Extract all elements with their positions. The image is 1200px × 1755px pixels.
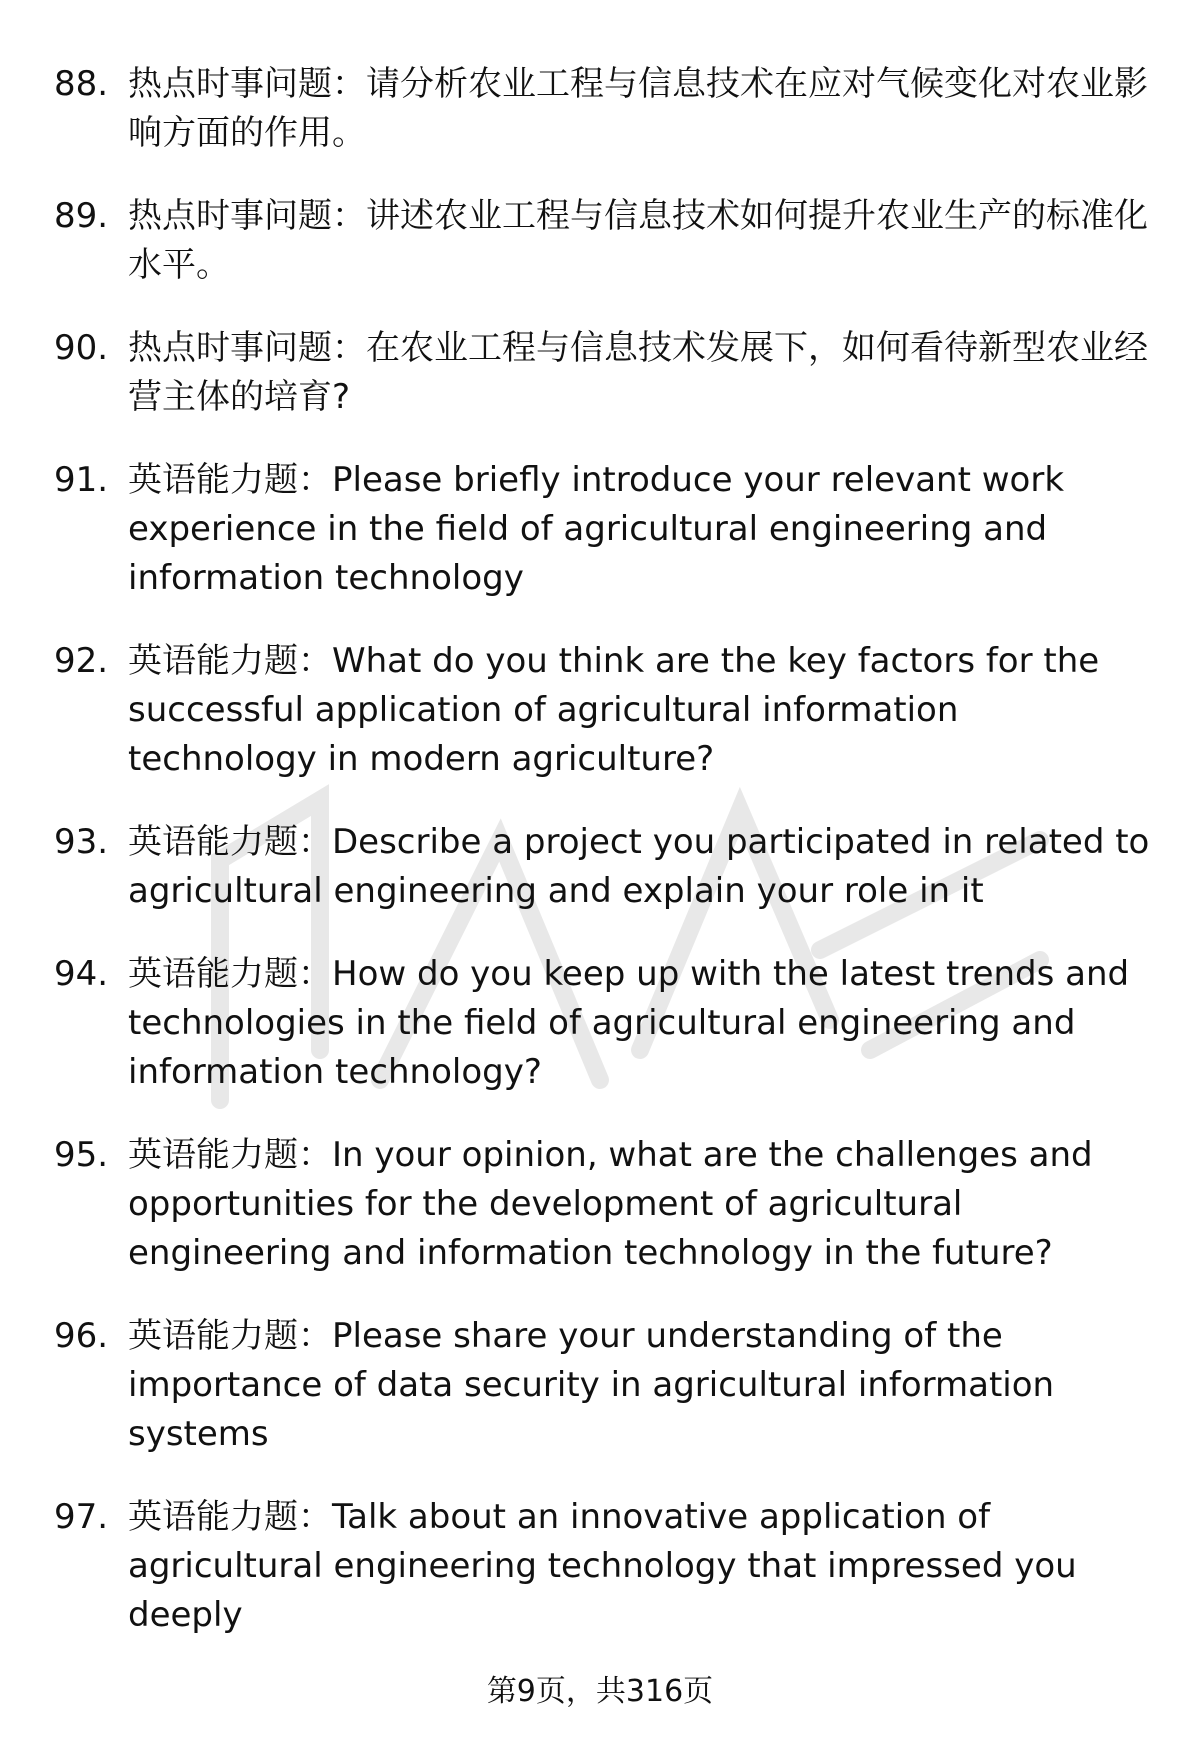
question-item [54, 818, 1154, 916]
question-text: 英语能力题：How do you keep up with the latest trends and technologies in the field of agricultural engineering and information technology? [128, 954, 1130, 1092]
question-item [54, 60, 1154, 158]
question-item [54, 456, 1154, 603]
question-item [54, 950, 1154, 1097]
question-item [54, 1312, 1154, 1459]
question-number: 96. [54, 1316, 109, 1356]
question-text: 热点时事问题：请分析农业工程与信息技术在应对气候变化对农业影响方面的作用。 [128, 64, 1148, 153]
question-text: 热点时事问题：讲述农业工程与信息技术如何提升农业生产的标准化水平。 [128, 196, 1148, 285]
question-number: 93. [54, 822, 109, 862]
question-item [54, 1131, 1154, 1278]
question-text: 英语能力题：Talk about an innovative application of agricultural engineering technology that impressed you deeply [128, 1497, 1077, 1635]
question-text: 热点时事问题：在农业工程与信息技术发展下，如何看待新型农业经营主体的培育? [128, 328, 1148, 417]
question-text: 英语能力题：Describe a project you participated in related to agricultural engineering and explain your role in it [128, 822, 1150, 911]
question-item [54, 1493, 1154, 1640]
question-text: 英语能力题：Please share your understanding of the importance of data security in agricultural information systems [128, 1316, 1055, 1454]
question-number: 97. [54, 1497, 109, 1537]
question-list [54, 60, 1154, 1674]
question-number: 91. [54, 460, 109, 500]
question-number: 89. [54, 196, 109, 236]
question-item [54, 637, 1154, 784]
question-text: 英语能力题：In your opinion, what are the challenges and opportunities for the development of agricultural engineering and information technology in the future? [128, 1135, 1093, 1273]
question-number: 90. [54, 328, 109, 368]
question-number: 92. [54, 641, 109, 681]
question-item [54, 324, 1154, 422]
question-item [54, 192, 1154, 290]
question-number: 95. [54, 1135, 109, 1175]
question-number: 94. [54, 954, 109, 994]
question-number: 88. [54, 64, 109, 104]
question-text: 英语能力题：What do you think are the key factors for the successful application of agricultural information technology in modern agriculture? [128, 641, 1100, 779]
page-number-footer: 第9页，共316页 [486, 1674, 714, 1709]
question-text: 英语能力题：Please briefly introduce your relevant work experience in the field of agricultural engineering and information technology [128, 460, 1065, 598]
